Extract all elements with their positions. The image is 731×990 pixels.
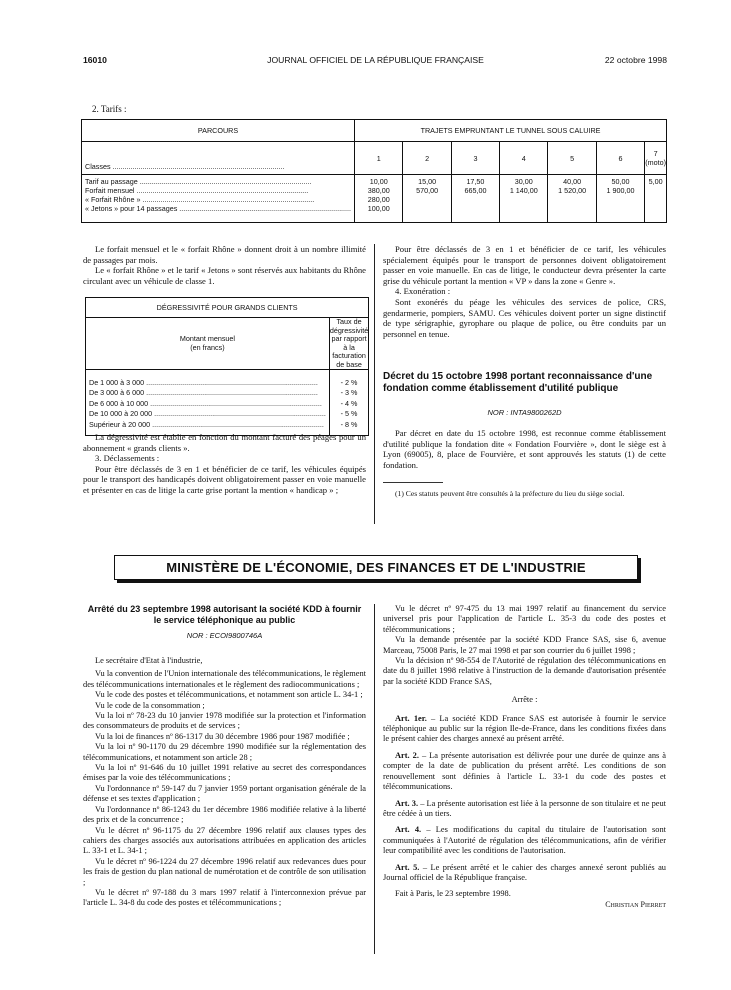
signature: Christian Pierret bbox=[605, 899, 666, 909]
paragraph: Le « forfait Rhône » et le tarif « Jetons » sont réservés aux habitants du Rhône circulant avec un véhicule de classe 1. bbox=[83, 265, 366, 286]
paragraph: Vu la loi nº 91-646 du 10 juillet 1991 relative au secret des correspondances émises par la voie des télécommunications ; bbox=[83, 763, 366, 783]
deg-values-cell: - 2 % - 3 % - 4 % - 5 % - 8 % bbox=[329, 370, 368, 436]
ministere-banner bbox=[114, 555, 638, 580]
paragraph: Sont exonérés du péage les véhicules des services de police, CRS, gendarmerie, pompiers, SAMU. Ces véhicules doivent porter un signe distinctif de type sérigraphie, gyrophare ou plaque de police, ou être conduits par un personnel en tenue. bbox=[383, 296, 666, 339]
value-cell: 5,00 bbox=[645, 175, 667, 223]
col-parcours: PARCOURS bbox=[82, 120, 355, 142]
left-column-upper bbox=[83, 244, 366, 286]
class-cell: 5 bbox=[548, 142, 596, 175]
article: Art. 4. – Les modifications du capital du titulaire de l'autorisation sont communiquées à l'Autorité de régulation des télécommunications, afin de vérifier leur compatibilité avec les conditions de l'autorisation. bbox=[383, 825, 666, 856]
page-header bbox=[83, 55, 667, 69]
arrete-nor: NOR : ECOI9800746A bbox=[186, 631, 263, 640]
degressivite-table bbox=[85, 297, 369, 436]
column-divider bbox=[374, 604, 375, 954]
col-trajets: TRAJETS EMPRUNTANT LE TUNNEL SOUS CALUIRE bbox=[355, 120, 667, 142]
paragraph: Vu la convention de l'Union internationale des télécommunications, le règlement des télécommunications internationales et le règlement des radiocommunications ; bbox=[83, 669, 366, 689]
row-label: Tarif au passage ..... bbox=[85, 177, 351, 186]
tarifs-heading: 2. Tarifs : bbox=[92, 104, 127, 114]
decret-footnote: (1) Ces statuts peuvent être consultés à la préfecture du lieu du siège social. bbox=[395, 489, 625, 498]
column-divider bbox=[374, 244, 375, 524]
row-label: Forfait mensuel ..... bbox=[85, 186, 351, 195]
arrete-word: Arrête : bbox=[511, 695, 538, 705]
arrete-title: Arrêté du 23 septembre 1998 autorisant la société KDD à fournir le service téléphonique au public bbox=[87, 604, 362, 625]
decret-body: Par décret en date du 15 octobre 1998, est reconnue comme établissement d'utilité publique la fondation dite « Fondation Fourvière », dont le siège est à Lyon (69005), 8, place de Fourvière, et sont approuvés les statuts (1) de cette fondation. bbox=[383, 428, 666, 470]
paragraph: La dégressivité est établie en fonction du montant facturé des péages pour un abonnement « grands clients ». bbox=[83, 432, 366, 453]
paragraph: 4. Exonération : bbox=[395, 286, 451, 297]
class-cell: 6 bbox=[596, 142, 644, 175]
arrete-right-body bbox=[383, 604, 666, 910]
article: Art. 5. – Le présent arrêté et le cahier des charges annexé seront publiés au Journal officiel de la République française. bbox=[383, 862, 666, 882]
class-cell: 4 bbox=[500, 142, 548, 175]
paragraph: Vu la loi nº 78-23 du 10 janvier 1978 modifiée sur la protection et l'information des consommateurs de produits et de services ; bbox=[83, 711, 366, 731]
paragraph: Vu le décret nº 97-188 du 3 mars 1997 relatif à l'interconnexion prévue par l'article L. 34-8 du code des postes et télécommunications ; bbox=[83, 887, 366, 908]
value-cell: 40,00 1 520,00 bbox=[548, 175, 596, 223]
header-date: 22 octobre 1998 bbox=[604, 55, 667, 65]
deg-labels-cell bbox=[86, 370, 330, 436]
paragraph: Le forfait mensuel et le « forfait Rhône » donnent droit à un nombre illimité de passages par mois. bbox=[83, 244, 366, 265]
paragraph: Vu l'ordonnance nº 59-147 du 7 janvier 1959 portant organisation générale de la défense et ses textes d'application ; bbox=[83, 783, 366, 804]
paragraph: Vu le décret nº 96-1175 du 27 décembre 1996 relatif aux clauses types des cahiers des charges associés aux autorisations attribuées en application des articles L. 33-1 et L. 34-1 ; bbox=[83, 825, 366, 856]
paragraph: Pour être déclassés de 3 en 1 et bénéficier de ce tarif, les véhicules équipés pour le transport des handicapés doivent obligatoirement passer en voie manuelle et présenter en cas de litige la carte grise portant la mention « handicap » ; bbox=[83, 463, 366, 495]
paragraph: Vu le code des postes et télécommunications, et notamment son article L. 34-1 ; bbox=[95, 690, 363, 700]
paragraph: Pour être déclassés de 3 en 1 et bénéficier de ce tarif, les véhicules spécialement équipés pour le transport de personnes doivent obligatoirement passer en voie manuelle. En cas de litige, le conducteur devra présenter la carte grise du véhicule portant la mention « VP » dans la zone « Genre ». bbox=[383, 244, 666, 286]
col-montant: Montant mensuel (en francs) bbox=[86, 318, 330, 370]
article: Art. 3. – La présente autorisation est liée à la personne de son titulaire et ne peut être cédée à un tiers. bbox=[383, 798, 666, 818]
value-cell: 15,00 570,00 bbox=[403, 175, 451, 223]
paragraph: Vu le code de la consommation ; bbox=[95, 700, 205, 710]
footnote-rule bbox=[383, 482, 443, 483]
ministere-title: MINISTÈRE DE L'ÉCONOMIE, DES FINANCES ET DE L'INDUSTRIE bbox=[166, 560, 586, 575]
closing: Fait à Paris, le 23 septembre 1998. bbox=[395, 889, 511, 899]
deg-label: De 3 000 à 6 000 ..... bbox=[89, 388, 326, 399]
value-cell: 17,50 665,00 bbox=[451, 175, 499, 223]
article: Art. 1er. – La société KDD France SAS est autorisée à fournir le service téléphonique au public sur la région Ile-de-France, dans les conditions fixées dans le présent cahier des charges annexé au présent arrêté. bbox=[383, 713, 666, 744]
right-column-upper bbox=[383, 244, 666, 339]
deg-label: Supérieur à 20 000 ..... bbox=[89, 420, 326, 431]
class-cell: 1 bbox=[355, 142, 403, 175]
decret-nor: NOR : INTA9800262D bbox=[487, 408, 562, 417]
journal-title: JOURNAL OFFICIEL DE LA RÉPUBLIQUE FRANÇAISE bbox=[267, 55, 484, 65]
paragraph: Vu l'ordonnance nº 86-1243 du 1er décembre 1986 modifiée relative à la liberté des prix et de la concurrence ; bbox=[83, 804, 366, 825]
row-label: « Jetons » pour 14 passages ..... bbox=[85, 204, 351, 213]
left-column-lower bbox=[83, 432, 366, 496]
class-cell: 3 bbox=[451, 142, 499, 175]
page-number: 16010 bbox=[83, 55, 107, 65]
row-labels-cell bbox=[82, 175, 355, 223]
col-taux: Taux de dégressivité par rapport à la facturation de base bbox=[329, 317, 369, 369]
paragraph: Vu le décret nº 96-1224 du 27 décembre 1996 relatif aux redevances dues pour les frais de gestion du plan national de numérotation et de contrôle de son utilisation ; bbox=[83, 856, 366, 887]
tarifs-table bbox=[81, 119, 667, 223]
row-label: « Forfait Rhône » ..... bbox=[85, 195, 351, 204]
degressivite-title: DÉGRESSIVITÉ POUR GRANDS CLIENTS bbox=[86, 298, 369, 318]
value-cell: 10,00 380,00 280,00 100,00 bbox=[355, 175, 403, 223]
deg-label: De 10 000 à 20 000 ..... bbox=[89, 409, 326, 420]
paragraph: Vu la décision nº 98-554 de l'Autorité de régulation des télécommunications en date du 8 juillet 1998 relative à l'instruction de la demande d'autorisation présentée par la société KDD France SAS, bbox=[383, 656, 666, 686]
decret-title: Décret du 15 octobre 1998 portant reconnaissance d'une fondation comme établissement d'utilité publique bbox=[383, 371, 653, 394]
deg-label: De 1 000 à 3 000 ..... bbox=[89, 378, 326, 389]
paragraph: Vu la loi de finances nº 86-1317 du 30 décembre 1986 pour 1987 modifiée ; bbox=[95, 731, 350, 741]
row-classes: Classes ..... bbox=[82, 142, 355, 175]
paragraph: Le secrétaire d'Etat à l'industrie, bbox=[95, 656, 203, 665]
paragraph: 3. Déclassements : bbox=[95, 453, 160, 464]
paragraph: Vu la loi nº 90-1170 du 29 décembre 1990 modifiée sur la réglementation des télécommunications, et notamment son article 28 ; bbox=[83, 742, 366, 762]
article: Art. 2. – La présente autorisation est délivrée pour une durée de quinze ans à compter de la date de publication du présent arrêté. Les conditions de son renouvellement sont définies à l'article L. 33-1 du code des postes et télécommunications. bbox=[383, 750, 666, 792]
class-cell: 2 bbox=[403, 142, 451, 175]
paragraph: Vu le décret nº 97-475 du 13 mai 1997 relatif au financement du service universel pris pour l'application de l'article L. 35-3 du code des postes et télécommunications ; bbox=[383, 604, 666, 634]
value-cell: 30,00 1 140,00 bbox=[500, 175, 548, 223]
value-cell: 50,00 1 900,00 bbox=[596, 175, 644, 223]
arrete-left-body bbox=[83, 656, 366, 909]
deg-label: De 6 000 à 10 000 ..... bbox=[89, 399, 326, 410]
paragraph: Vu la demande présentée par la société KDD France SAS, sise 6, avenue Marceau, 75008 Paris, le 27 mai 1998 et par son courrier du 6 juillet 1998 ; bbox=[383, 635, 666, 655]
class-cell: 7 (moto) bbox=[645, 142, 667, 175]
